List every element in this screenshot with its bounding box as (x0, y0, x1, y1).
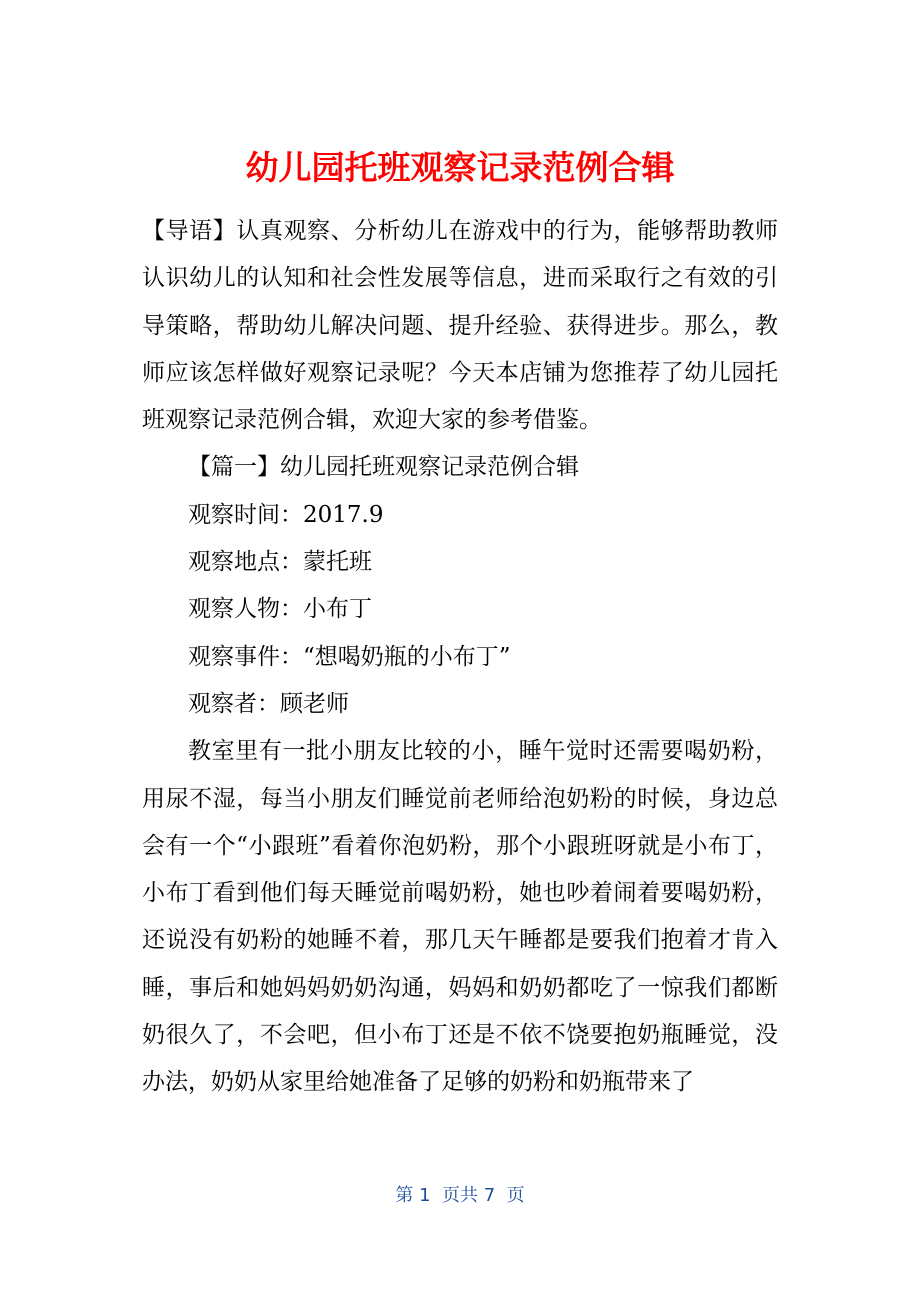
document-title: 幼儿园托班观察记录范例合辑 (245, 148, 675, 187)
observation-location: 观察地点：蒙托班 (188, 549, 372, 576)
intro-paragraph: 【导语】认真观察、分析幼儿在游戏中的行为，能够帮助教师认识幼儿的认知和社会性发展等信息，进而采取行之有效的引导策略，帮助幼儿解决问题、提升经验、获得进步。那么，教师应该怎样做好观察记录呢？今天本店铺为您推荐了幼儿园托班观察记录范例合辑，欢迎大家的参考借鉴。 (142, 218, 778, 434)
narrative-paragraph: 教室里有一批小朋友比较的小，睡午觉时还需要喝奶粉，用尿不湿，每当小朋友们睡觉前老师给泡奶粉的时候，身边总会有一个“小跟班”看着你泡奶粉，那个小跟班呀就是小布丁，小布丁看到他们每天睡觉前喝奶粉，她也吵着闹着要喝奶粉，还说没有奶粉的她睡不着，那几天午睡都是要我们抱着才肯入睡，事后和她妈妈奶奶沟通，妈妈和奶奶都吃了一惊我们都断奶很久了，不会吧，但小布丁还是不依不饶要抱奶瓶睡觉，没办法，奶奶从家里给她准备了足够的奶粉和奶瓶带来了 (142, 738, 778, 1096)
page-footer: 第 1 页共 7 页 (395, 1185, 525, 1206)
observation-subject: 观察人物：小布丁 (188, 596, 372, 623)
observation-time: 观察时间：2017.9 (188, 501, 384, 528)
document-body (142, 208, 778, 1107)
observer: 观察者：顾老师 (188, 690, 349, 717)
section-heading: 【篇一】幼儿园托班观察记录范例合辑 (188, 454, 579, 481)
observation-event: 观察事件：“想喝奶瓶的小布丁” (188, 643, 511, 670)
